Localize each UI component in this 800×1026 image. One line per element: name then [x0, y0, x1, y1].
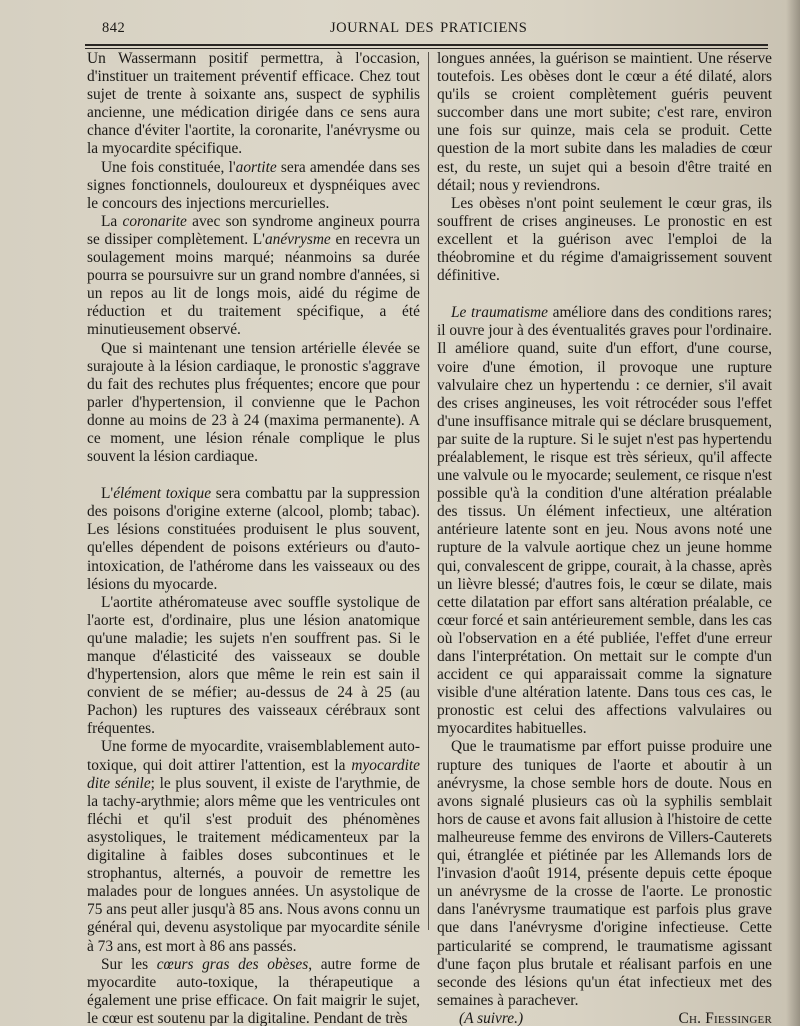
paragraph-tension: Que si maintenant une tension artérielle élevée se surajoute à la lésion cardiaque, le pronostic s'aggrave du fait des rechutes plus fréquentes; encore que pour parler d'hypertension, il convienne que le Pachon donne au moins de 23 à 24 (maxima permanente). A ce moment, une lésion rénale complique le plus souvent la lésion cardiaque. [87, 339, 420, 466]
page-header [80, 16, 780, 40]
paragraph-aortite-atheromateuse: L'aortite athéromateuse avec souffle systolique de l'aorte est, d'ordinaire, plus une lésion anatomique qu'une maladie; les sujets n'en souffrent pas. Si le manque d'élasticité des vaisseaux se double d'hypertension, alors que même le rein est sain il convient de se méfier; au-dessus de 24 à 25 (au Pachon) les ruptures des vaisseaux cérébraux sont fréquentes. [87, 593, 420, 738]
paragraph-traumatisme: Le traumatisme améliore dans des conditions rares; il ouvre jour à des éventualités graves pour l'ordinaire. Il améliore quand, suite d'un effort, d'une course, voire d'une émotion, il provoque une rupture valvulaire chez un hypertendu : ce dernier, s'il avait des crises angineuses, les voit rétrocéder sous l'effet d'une insuffisance mitrale qui se déclare brusquement, par suite de la rupture. Si le sujet n'est pas hypertendu préalablement, le risque est très sérieux, qu'il affecte une valvule ou le myocarde; seulement, ce risque n'est possible qu'à la condition d'une altération préalable des tissus. Un élément infectieux, une altération antérieure latente sont en jeu. Nous avons noté une rupture de la valvule aortique chez un jeune homme qui, convalescent de grippe, courait, à la chasse, après un lièvre blessé; d'autres fois, le cœur se dilate, mais cette dilatation par effort sans altération préalable, ce cœur forcé et sain antérieurement semble, dans les cas où l'observation en a été publiée, l'effet d'une erreur dans l'interprétation. On mettait sur le compte d'un accident ce qui apparaissait comme la signature visible d'une altération latente. Dans tous ces cas, le pronostic est celui des affections valvulaires ou myocardites habituelles. [437, 304, 772, 738]
paragraph-myocardite-senile: Une forme de myocardite, vraisemblablement auto-toxique, qui doit attirer l'attention, est la myocardite dite sénile; le plus souvent, il existe de l'arythmie, de la tachy-arythmie; alors même que les ventricules ont fléchi et qu'il s'est produit des phénomènes asystoliques, le traitement médicamenteux par la digitaline à faibles doses subcontinues et le strophantus, alternés, a pouvoir de remettre les malades pour de longues années. Un asystolique de 75 ans peut aller jusqu'à 85 ans. Nous avons connu un général qui, devenu asystolique par myocardite sénile à 73 ans, est mort à 86 ans passés. [87, 738, 421, 955]
header-rule-thin [85, 48, 768, 49]
left-column [87, 50, 420, 1026]
paragraph-coronarite: La coronarite avec son syndrome angineux pourra se dissiper complètement. L'anévrysme en recevra un soulagement moins marqué; néanmoins sa durée pourra se poursuivre sur un grand nombre d'années, si un repos au lit de longs mois, aidé du régime de réduction et du traitement spécifique, a été minutieusement observé. [87, 212, 420, 339]
right-column [437, 50, 772, 1026]
author-name: Ch. Fiessinger [678, 1009, 772, 1026]
page-edge-shadow [786, 0, 800, 1026]
paragraph-aortite: Une fois constituée, l'aortite sera amendée dans ses signes fonctionnels, douloureux et dyspnéiques avec le concours des injections mercurielles. [87, 158, 420, 212]
journal-title: JOURNAL DES PRATICIENS [330, 20, 528, 36]
paragraph-element-toxique: L'élément toxique sera combattu par la suppression des poisons d'origine externe (alcool, plomb; tabac). Les lésions constituées produisent le plus souvent, qu'elles dépendent de poisons extérieurs ou d'auto-intoxication, de l'athérome dans les vaisseaux ou des lésions du myocarde. [87, 485, 420, 593]
article-signature [437, 1010, 772, 1026]
column-divider [428, 52, 429, 930]
paragraph-guerison: longues années, la guérison se maintient. Une réserve toutefois. Les obèses dont le cœur a été dilaté, alors qu'ils se croient complètement guéris peuvent succomber dans une mort subite; c'est rare, environ une fois sur quinze, mais cela se produit. Cette question de la mort subite dans les maladies de cœur est, du reste, un sujet qui a besoin d'être traité en détail; nous y reviendrons. [437, 50, 772, 194]
to-be-continued: (A suivre.) [459, 1009, 524, 1026]
paragraph-obeses: Les obèses n'ont point seulement le cœur gras, ils souffrent de crises angineuses. Le pronostic en est excellent et la guérison avec l'emploi de la théobromine et du régime d'amaigrissement souvent définitive. [437, 194, 772, 285]
paragraph-wassermann: Un Wassermann positif permettra, à l'occasion, d'instituer un traitement préventif efficace. Chez tout sujet de trente à soixante ans, suspect de syphilis ancienne, une médication dirigée dans ce sens aura chance d'éviter l'aortite, la coronarite, l'anévrysme ou la myocardite spécifique. [87, 50, 420, 158]
paragraph-coeurs-gras: Sur les cœurs gras des obèses, autre forme de myocardite auto-toxique, la thérapeutique a également une prise efficace. On fait maigrir le sujet, le cœur est soutenu par la digitaline. Pendant de très [87, 955, 420, 1026]
paragraph-rupture-aorte: Que le traumatisme par effort puisse produire une rupture des tuniques de l'aorte et aboutir à un anévrysme, la chose semble hors de doute. Nous en avons signalé plusieurs cas où la syphilis semblait hors de cause et avons fait allusion à l'histoire de cette malheureuse femme des environs de Villers-Cauterets qui, étranglée et piétinée par les Allemands lors de l'invasion d'août 1914, présente depuis cette époque un anévrysme de la crosse de l'aorte. Le pronostic dans l'anévrysme traumatique est parfois plus grave que dans l'anévrysme d'origine infectieuse. Cette particularité se comprend, le traumatisme agissant d'une façon plus brutale et réalisant parfois en une seconde des lésions qu'un état infectieux met des semaines à parachever. [437, 738, 772, 1009]
header-rule-thick [85, 44, 768, 46]
page-number: 842 [102, 20, 126, 36]
